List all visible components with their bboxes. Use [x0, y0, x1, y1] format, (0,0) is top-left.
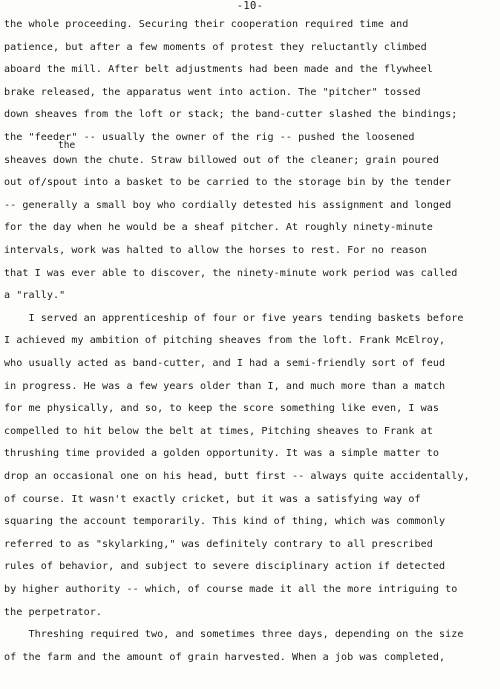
- text-line: of course. It wasn't exactly cricket, but it was a satisfying way of: [4, 493, 421, 505]
- text-line: brake released, the apparatus went into action. The "pitcher" tossed: [4, 86, 421, 98]
- text-line: aboard the mill. After belt adjustments had been made and the flywheel: [4, 64, 433, 76]
- text-line: who usually acted as band-cutter, and I had a semi-friendly sort of feud: [4, 358, 446, 369]
- interlinear-insertion: the: [58, 140, 76, 151]
- text-line: I served an apprenticeship of four or five years tending baskets before: [4, 312, 464, 324]
- text-line: -- generally a small boy who cordially detested his assignment and longed: [4, 199, 452, 211]
- text-line: sheaves down the chute. Straw billowed out of the cleaner; grain poured: [4, 154, 440, 166]
- text-line: intervals, work was halted to allow the horses to rest. For no reason: [4, 245, 427, 256]
- text-line: squaring the account temporarily. This kind of thing, which was commonly: [4, 516, 446, 528]
- text-line: rules of behavior, and subject to severe disciplinary action if detected: [4, 561, 446, 573]
- text-line: for the day when he would be a sheaf pitcher. At roughly ninety-minute: [4, 222, 433, 234]
- text-line: in progress. He was a few years older than I, and much more than a match: [4, 380, 446, 392]
- text-line: the whole proceeding. Securing their cooperation required time and: [4, 19, 409, 30]
- text-line: that I was ever able to discover, the ninety-minute work period was called: [4, 267, 458, 279]
- text-line: down sheaves from the loft or stack; the band-cutter slashed the bindings;: [4, 109, 458, 121]
- text-line: compelled to hit below the belt at times, Pitching sheaves to Frank at: [4, 425, 433, 437]
- text-line: patience, but after a few moments of protest they reluctantly climbed: [4, 41, 427, 53]
- text-line: drop an occasional one on his head, butt first -- always quite accidentally,: [4, 471, 470, 482]
- text-line: by higher authority -- which, of course made it all the more intriguing to: [4, 584, 458, 595]
- text-line: a "rally.": [4, 290, 66, 302]
- text-line: of the farm and the amount of grain harvested. When a job was completed,: [4, 651, 446, 663]
- text-line: out of/spout into a basket to be carried to the storage bin by the tender: [4, 177, 452, 189]
- text-line: the perpetrator.: [4, 606, 103, 618]
- text-line: referred to as "skylarking," was definitely contrary to all prescribed: [4, 538, 433, 550]
- text-line: thrushing time provided a golden opportunity. It was a simple matter to: [4, 448, 440, 460]
- text-line: for me physically, and so, to keep the score something like even, I was: [4, 403, 440, 415]
- text-line: Threshing required two, and sometimes three days, depending on the size: [4, 629, 464, 641]
- text-line: I achieved my ambition of pitching sheaves from the loft. Frank McElroy,: [4, 335, 446, 347]
- text-line: the "feeder" -- usually the owner of the rig -- pushed the loosened: [4, 132, 415, 143]
- page-number: -10-: [236, 0, 264, 12]
